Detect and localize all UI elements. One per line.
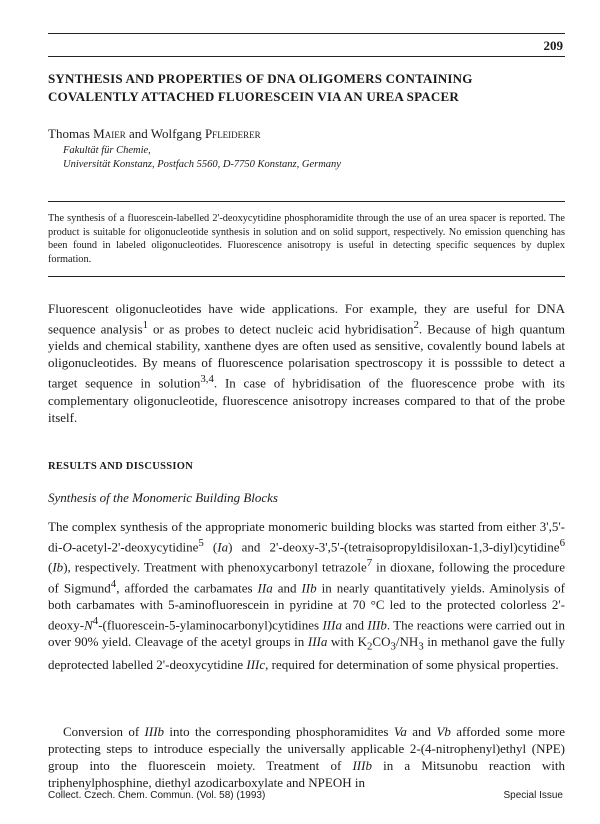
page-number: 209 — [543, 38, 563, 53]
author-last-name: Pfleiderer — [204, 126, 261, 141]
citation-ref: 1 — [142, 319, 148, 331]
abstract-bottom-rule — [48, 276, 565, 277]
subsection-heading: Synthesis of the Monomeric Building Blocks — [48, 490, 278, 505]
citation-ref: 3,4 — [200, 373, 214, 386]
author-conjunction: and — [125, 126, 151, 141]
issue-label: Special Issue — [503, 790, 563, 801]
citation-ref: 6 — [559, 537, 565, 549]
citation-ref: 7 — [366, 557, 373, 570]
intro-paragraph: Fluorescent oligonucleotides have wide applications. For example, they are useful for DNA sequence analysis$^1$ or as probes to detect nucleic acid hybridisation$^2$. Because of high quantum yields and chemical stability, xanthene dyes are often used as sensitive, covalently bound labels at oligonucleotides. By means of fluorescence polarisation spectroscopy it is posssible to detect a target sequence in solution$^{3,4}$. In case of hybridisation of the fluorescence probe with its complementary oligonucleotide, fluorescence anisotropy increases compared to that of the probe itself. — [48, 301, 565, 425]
author-last-name: Maier — [93, 126, 126, 141]
citation-ref: 5 — [198, 537, 204, 549]
author-first-name: Thomas — [48, 126, 94, 141]
author-first-name: Wolfgang — [150, 126, 205, 141]
top-rule — [48, 33, 565, 34]
affiliation-line: Fakultät für Chemie, — [63, 145, 151, 156]
body-paragraph: Conversion of IIIb into the corresponding phosphoramidites Va and Vb afforded some more protecting steps to introduce especially the universally applicable 2-(4-nitrophenyl)ethyl (NPE) group into the fluorescein moiety. Treatment of IIIb in a Mitsunobu reaction with triphenylphosphine, diethyl azodicarboxylate and NPEOH in — [48, 724, 566, 790]
section-heading: RESULTS AND DISCUSSION — [48, 461, 194, 472]
body-paragraph: The complex synthesis of the appropriate monomeric building blocks was started from either 3',5'-di-O-acetyl-2'-deoxycytidine$^5$ (Ia) and 2'-deoxy-3',5'-(tetraisopropyldisiloxan-1,3-diyl)cytidine$^6$ (Ib), respectively. Treatment with phenoxycarbonyl tetrazole$^7$ in dioxane, following the procedure of Sigmund$^4$, afforded the carbamates IIa and IIb in nearly quantitatively yields. Aminolysis of both carbamates with 5-aminofluorescein in pyridine at 70 °C led to the protected colorless $2'-deoxy-N^4-(fluorescein-5-ylaminocarbonyl)cytidines$ IIIa and IIIb. The reactions were carried out in over 90% yield. Cleavage of the acetyl groups in IIIa with $K_2CO_3/NH_3$ in methanol gave the fully deprotected labelled 2'-deoxycytidine IIIc, required for determination of some physical properties. — [48, 519, 566, 672]
citation-ref: 2 — [413, 319, 419, 331]
abstract-top-rule — [48, 201, 565, 202]
affiliation — [63, 144, 341, 172]
citation-ref: 4 — [110, 577, 117, 590]
journal-citation: Collect. Czech. Chem. Commun. (Vol. 58) (1993) — [48, 790, 266, 801]
page-footer — [48, 790, 565, 801]
header-rule — [48, 56, 565, 57]
affiliation-line: Universität Konstanz, Postfach 5560, D-7750 Konstanz, Germany — [63, 159, 341, 170]
article-title: SYNTHESIS AND PROPERTIES OF DNA OLIGOMERS CONTAINING COVALENTLY ATTACHED FLUORESCEIN VIA AN UREA SPACER — [48, 71, 473, 104]
abstract: The synthesis of a fluorescein-labelled 2'-deoxycytidine phosphoramidite through the use of an urea spacer is reported. The product is suitable for oligonucleotide synthesis in solution and on solid support, respectively. No emission quenching has been found in labeled oligonucleotides. Fluorescence anisotropy is useful in detecting specific sequences by duplex formation. — [48, 213, 565, 265]
author-line — [48, 126, 261, 142]
journal-page — [48, 0, 565, 824]
